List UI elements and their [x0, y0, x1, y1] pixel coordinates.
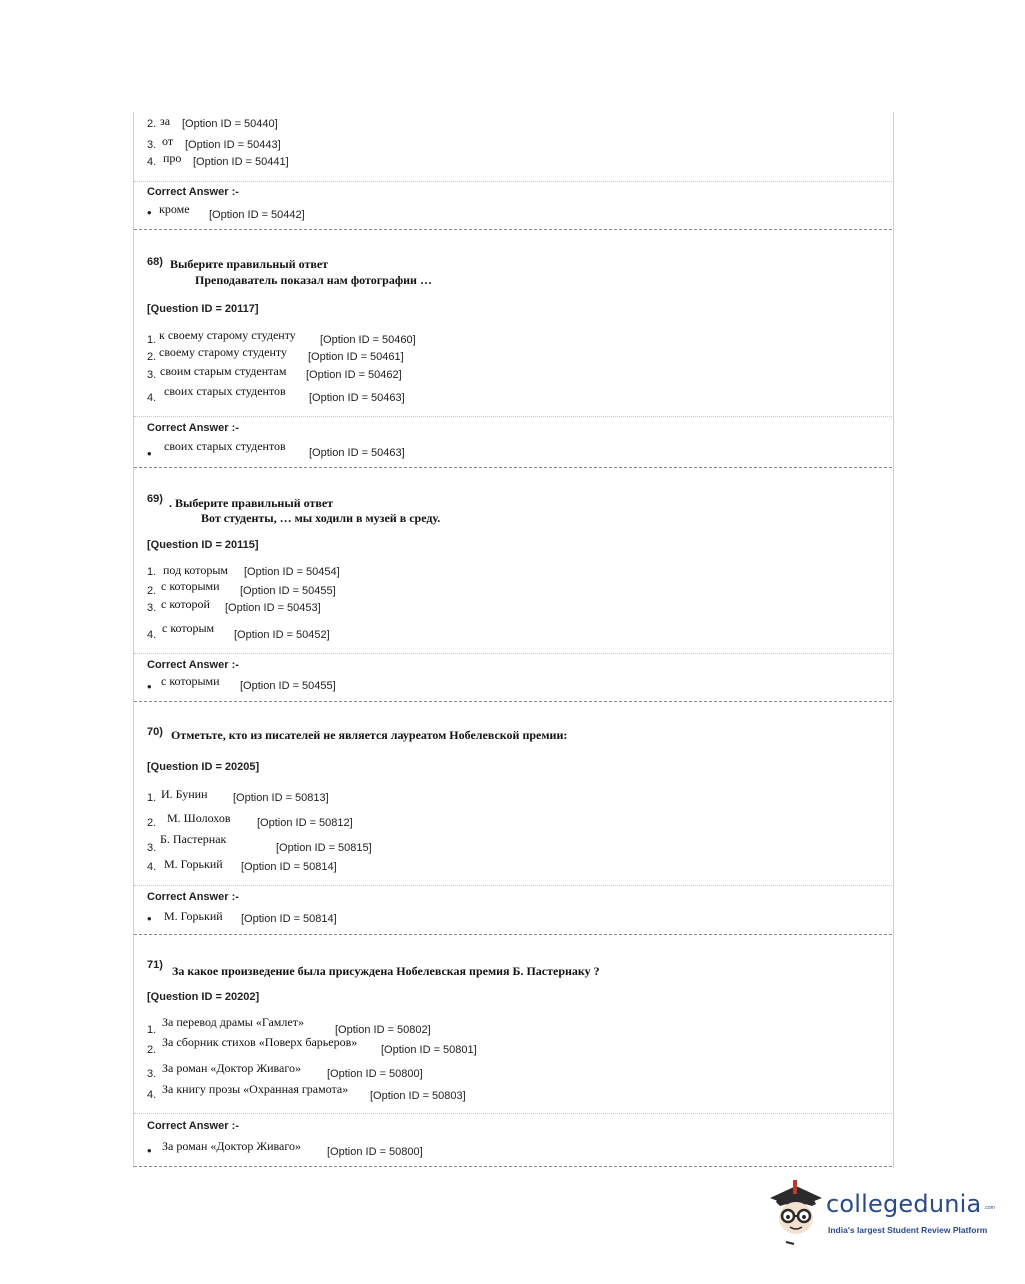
question-separator: [134, 467, 892, 468]
option-id: [Option ID = 50443]: [185, 139, 281, 151]
option-id: [Option ID = 50815]: [276, 842, 372, 854]
option-text: с которой: [161, 597, 210, 611]
correct-answer-id: [Option ID = 50814]: [241, 913, 337, 925]
brand-tagline: India's largest Student Review Platform: [828, 1225, 988, 1235]
option-number: 4.: [147, 1089, 157, 1101]
question-id: [Question ID = 20205]: [147, 761, 260, 773]
bullet: •: [147, 446, 152, 461]
correct-answer-id: [Option ID = 50442]: [209, 209, 305, 221]
option-text: За книгу прозы «Охранная грамота»: [162, 1082, 349, 1096]
option-text: своему старому студенту: [159, 345, 287, 359]
correct-answer-text: кроме: [159, 202, 190, 216]
option-id: [Option ID = 50440]: [182, 118, 278, 130]
option-text: за: [160, 114, 171, 128]
question-instruction: Отметьте, кто из писателей не является лауреатом Нобелевской премии:: [171, 728, 568, 742]
option-number: 3.: [147, 602, 157, 614]
option-text: За перевод драмы «Гамлет»: [162, 1015, 304, 1029]
correct-answer-text: с которыми: [161, 674, 220, 688]
option-text: И. Бунин: [161, 787, 208, 801]
correct-answer-text: За роман «Доктор Живаго»: [162, 1139, 301, 1153]
brand-name: collegedunia: [826, 1190, 982, 1218]
option-id: [Option ID = 50463]: [309, 392, 405, 404]
option-number: 4.: [147, 392, 157, 404]
option-number: 1.: [147, 1024, 157, 1036]
question-number: 71): [147, 959, 163, 971]
option-text: к своему старому студенту: [159, 328, 296, 342]
correct-answer-id: [Option ID = 50463]: [309, 447, 405, 459]
divider: [134, 653, 892, 654]
divider: [134, 181, 892, 182]
option-text: с которым: [162, 621, 215, 635]
correct-answer-label: Correct Answer :-: [147, 891, 239, 903]
option-number: 4.: [147, 156, 157, 168]
option-number: 1.: [147, 566, 157, 578]
option-number: 3.: [147, 139, 157, 151]
bullet: •: [147, 679, 152, 694]
bullet: •: [147, 205, 152, 220]
option-text: М. Горький: [164, 857, 223, 871]
option-text: Б. Пастернак: [160, 832, 227, 846]
option-text: своим старым студентам: [160, 364, 287, 378]
option-number: 2.: [147, 817, 157, 829]
option-text: с которыми: [161, 579, 220, 593]
option-id: [Option ID = 50813]: [233, 792, 329, 804]
mascot-icon: [766, 1178, 826, 1248]
question-instruction: За какое произведение была присуждена Нобелевская премия Б. Пастернаку ?: [172, 964, 600, 978]
bullet: •: [147, 1143, 152, 1158]
question-separator: [134, 701, 892, 702]
correct-answer-text: М. Горький: [164, 909, 223, 923]
option-number: 1.: [147, 792, 157, 804]
option-id: [Option ID = 50814]: [241, 861, 337, 873]
option-id: [Option ID = 50461]: [308, 351, 404, 363]
bullet: •: [147, 911, 152, 926]
option-id: [Option ID = 50801]: [381, 1044, 477, 1056]
divider: [134, 1113, 892, 1114]
option-id: [Option ID = 50460]: [320, 334, 416, 346]
divider: [134, 416, 892, 417]
correct-answer-id: [Option ID = 50455]: [240, 680, 336, 692]
option-text: про: [163, 151, 182, 165]
option-text: За сборник стихов «Поверх барьеров»: [162, 1035, 358, 1049]
question-separator: [134, 229, 892, 230]
option-number: 3.: [147, 369, 157, 381]
question-id: [Question ID = 20202]: [147, 991, 260, 1003]
option-number: 3.: [147, 842, 157, 854]
option-id: [Option ID = 50800]: [327, 1068, 423, 1080]
option-number: 4.: [147, 629, 157, 641]
option-id: [Option ID = 50441]: [193, 156, 289, 168]
question-number: 69): [147, 493, 163, 505]
question-sentence: Вот студенты, … мы ходили в музей в среду.: [201, 511, 441, 525]
question-instruction: Выберите правильный ответ: [170, 257, 329, 271]
option-id: [Option ID = 50802]: [335, 1024, 431, 1036]
correct-answer-label: Correct Answer :-: [147, 659, 239, 671]
option-number: 2.: [147, 585, 157, 597]
option-text: под которым: [163, 563, 228, 577]
question-id: [Question ID = 20115]: [147, 539, 259, 551]
correct-answer-label: Correct Answer :-: [147, 1120, 239, 1132]
option-number: 4.: [147, 861, 157, 873]
divider: [134, 885, 892, 886]
question-id: [Question ID = 20117]: [147, 303, 259, 315]
question-number: 68): [147, 256, 163, 268]
question-instruction: . Выберите правильный ответ: [169, 496, 334, 510]
option-id: [Option ID = 50454]: [244, 566, 340, 578]
question-separator: [134, 1166, 892, 1167]
brand-suffix: .com: [984, 1205, 995, 1211]
question-sentence: Преподаватель показал нам фотографии …: [195, 273, 432, 287]
question-number: 70): [147, 726, 163, 738]
option-text: от: [162, 134, 174, 148]
question-separator: [134, 934, 892, 935]
option-number: 2.: [147, 1044, 157, 1056]
option-id: [Option ID = 50453]: [225, 602, 321, 614]
option-id: [Option ID = 50812]: [257, 817, 353, 829]
option-number: 2.: [147, 118, 157, 130]
correct-answer-label: Correct Answer :-: [147, 186, 239, 198]
option-text: М. Шолохов: [167, 811, 231, 825]
correct-answer-text: своих старых студентов: [164, 439, 286, 453]
correct-answer-label: Correct Answer :-: [147, 422, 239, 434]
option-id: [Option ID = 50455]: [240, 585, 336, 597]
option-text: своих старых студентов: [164, 384, 286, 398]
option-number: 3.: [147, 1068, 157, 1080]
option-id: [Option ID = 50803]: [370, 1090, 466, 1102]
option-number: 2.: [147, 351, 157, 363]
option-id: [Option ID = 50452]: [234, 629, 330, 641]
correct-answer-id: [Option ID = 50800]: [327, 1146, 423, 1158]
option-id: [Option ID = 50462]: [306, 369, 402, 381]
option-text: За роман «Доктор Живаго»: [162, 1061, 301, 1075]
option-number: 1.: [147, 334, 157, 346]
